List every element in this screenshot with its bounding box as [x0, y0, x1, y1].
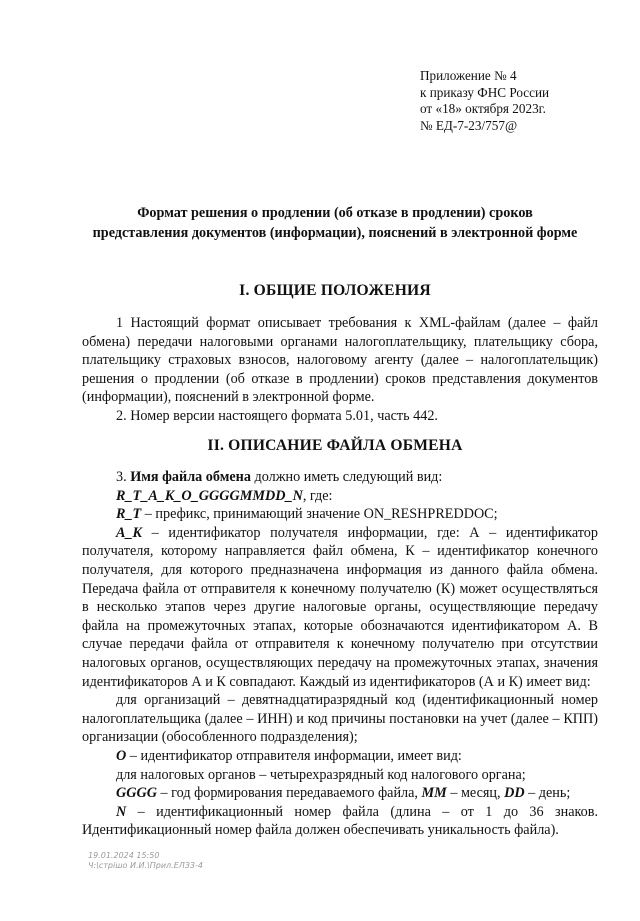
- file-id-text: – идентификационный номер файла (длина – от 1 до 36 знаков. Идентификационный номер файла должен обеспечивать уникальность файла).: [82, 803, 598, 839]
- p3-rest: должно иметь следующий вид:: [254, 469, 443, 485]
- paragraph-2: 2. Номер версии настоящего формата 5.01, часть 442.: [116, 407, 438, 424]
- section-1-heading: I. ОБЩИЕ ПОЛОЖЕНИЯ: [239, 282, 431, 299]
- document-title-line-1: Формат решения о продлении (об отказе в продлении) сроков: [137, 205, 533, 221]
- organization-definition: для организаций – девятнадцатиразрядный код (идентификационный номер налогоплательщика (далее – ИНН) и код причины постановки на учет (далее – КПП) организации (обособленного подразделения);: [82, 692, 598, 746]
- day-text: – день;: [524, 785, 571, 802]
- appendix-reg-number: № ЕД-7-23/757@: [420, 117, 518, 133]
- file-name-pattern-line: [82, 487, 598, 506]
- appendix-order: к приказу ФНС России: [420, 84, 550, 100]
- appendix-date: от «18» октября 2023г.: [420, 101, 546, 116]
- recipient-definition: [82, 524, 598, 691]
- file-name-pattern: R_T_A_K_O_GGGGMMDD_N: [116, 487, 303, 504]
- year-text: – год формирования передаваемого файла,: [156, 785, 422, 802]
- appendix-number: Приложение № 4: [420, 68, 517, 83]
- month-text: – месяц,: [446, 785, 505, 802]
- month-key: MM: [421, 785, 447, 802]
- paragraph-3: [82, 468, 598, 487]
- document-title: [70, 203, 600, 243]
- file-id-definition: [82, 803, 598, 840]
- p3-number: 3.: [116, 469, 127, 485]
- sender-definition: [82, 747, 598, 766]
- appendix-header: [420, 68, 549, 134]
- prefix-text: – префикс, принимающий значение ON_RESHPREDDOC;: [141, 506, 498, 523]
- section-2-body: [82, 468, 598, 840]
- paragraph-1: 1 Настоящий формат описывает требования к XML-файлам (далее – файл обмена) передачи налоговыми органами налогоплательщику, плательщику сбора, плательщику страховых взносов, налоговому агенту (далее – налогоплательщик) решения о продлении (об отказе в продлении) сроков представления документов (информации), пояснений в электронной форме.: [82, 315, 598, 406]
- section-2-heading: II. ОПИСАНИЕ ФАЙЛА ОБМЕНА: [207, 437, 463, 454]
- recipient-key: A_K: [116, 524, 143, 541]
- p3-term: Имя файла обмена: [130, 469, 251, 485]
- print-stamp-path: Ч:\стрішо И.И.\Прил.ЕЛЗ3-4: [88, 861, 203, 870]
- year-key: GGGG: [116, 785, 157, 802]
- recipient-text: – идентификатор получателя информации, где: А – идентификатор получателя, которому направляется файл обмена, К – идентификатор конечного получателя, для которого предназначена информация из данного файла обмена. Передача файла от отправителя к конечному получателю (К) может осуществляться в несколько этапов через другие налоговые органы, осуществляющие передачу файла на промежуточных этапах, которые обозначаются идентификатором А. В случае передачи файла от отправителя к конечному получателю при отсутствии налоговых органов, осуществляющих передачу на промежуточных этапах, значения идентификаторов А и К совпадают. Каждый из идентификаторов (А и К) имеет вид:: [82, 524, 598, 690]
- prefix-key: R_T: [116, 506, 142, 523]
- prefix-definition: [82, 505, 598, 524]
- sender-text: – идентификатор отправителя информации, имеет вид:: [126, 747, 462, 764]
- day-key: DD: [504, 785, 525, 802]
- sender-key: O: [116, 747, 127, 764]
- section-1-body: [82, 314, 598, 426]
- date-definition: [82, 784, 598, 803]
- file-name-pattern-rest: , где:: [302, 487, 333, 504]
- tax-authority-definition: для налоговых органов – четырехразрядный код налогового органа;: [116, 766, 526, 783]
- document-title-line-2: представления документов (информации), пояснений в электронной форме: [92, 225, 578, 241]
- print-stamp-date: 19.01.2024 15:50: [88, 851, 160, 860]
- file-id-key: N: [116, 803, 127, 820]
- print-stamp: [88, 851, 203, 871]
